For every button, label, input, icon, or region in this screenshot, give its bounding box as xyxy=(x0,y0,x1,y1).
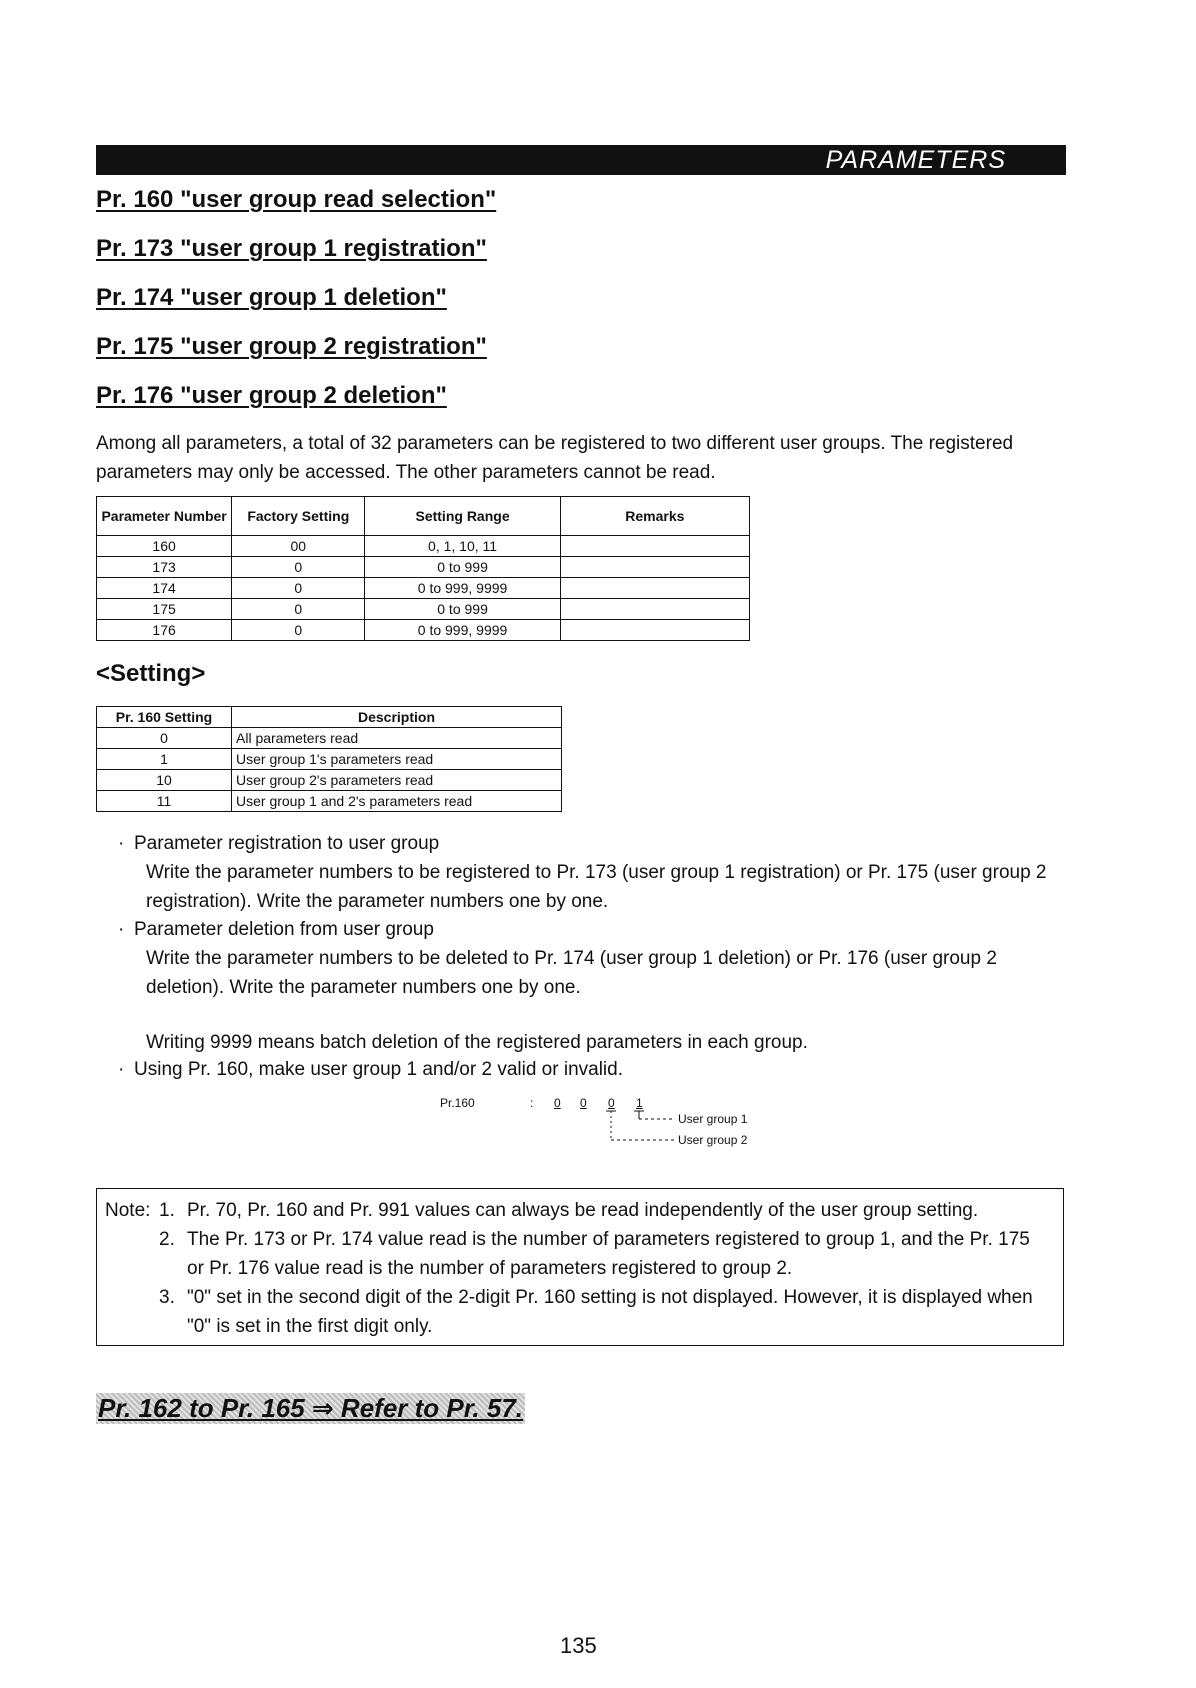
col-header: Parameter Number xyxy=(97,497,232,536)
note-box xyxy=(96,1188,1064,1346)
bullet-dot-icon: · xyxy=(118,1059,125,1080)
diagram-colon: : xyxy=(530,1096,534,1110)
pr160-digit-diagram xyxy=(440,1096,800,1156)
table-cell: 0 to 999, 9999 xyxy=(365,578,560,599)
parameter-table xyxy=(96,496,750,641)
table-cell: 11 xyxy=(97,791,232,812)
table-header-row xyxy=(97,707,562,728)
page-number: 135 xyxy=(560,1633,597,1658)
setting-heading: <Setting> xyxy=(96,660,206,687)
table-cell: 0 to 999 xyxy=(365,599,560,620)
intro-paragraph: Among all parameters, a total of 32 parameters can be registered to two different user groups. The registered parameters may only be accessed. The other parameters cannot be read. xyxy=(96,433,1014,483)
table-cell: User group 2's parameters read xyxy=(232,770,562,791)
col-header: Description xyxy=(232,707,562,728)
bullet-deletion xyxy=(118,916,434,944)
note-text: Pr. 70, Pr. 160 and Pr. 991 values can always be read independently of the user group setting. xyxy=(187,1200,979,1221)
table-cell: 0, 1, 10, 11 xyxy=(365,536,560,557)
col-header: Remarks xyxy=(560,497,749,536)
table-cell: 1 xyxy=(97,749,232,770)
table-header-row xyxy=(97,497,750,536)
bullet-registration xyxy=(118,830,439,858)
table-cell: 0 xyxy=(232,599,365,620)
diagram-digit: 0 xyxy=(580,1096,587,1110)
note-label: Note: xyxy=(105,1200,151,1221)
table-cell: 0 to 999, 9999 xyxy=(365,620,560,641)
table-cell: User group 1's parameters read xyxy=(232,749,562,770)
table-cell xyxy=(560,620,749,641)
bullet-valid-invalid xyxy=(118,1056,623,1084)
diagram-user-group-1: User group 1 xyxy=(678,1112,748,1126)
bullet-dot-icon: · xyxy=(118,833,125,854)
registration-text: Write the parameter numbers to be registered to Pr. 173 (user group 1 registration) or Pr. 175 (user group 2 registration). Write the parameter numbers one by one. xyxy=(146,862,1047,912)
table-row xyxy=(97,728,562,749)
table-cell: 0 xyxy=(232,620,365,641)
table-cell: 175 xyxy=(97,599,232,620)
setting-table xyxy=(96,706,562,812)
batch-deletion-text: Writing 9999 means batch deletion of the registered parameters in each group. xyxy=(146,1032,808,1053)
table-row xyxy=(97,620,750,641)
col-header: Pr. 160 Setting xyxy=(97,707,232,728)
table-row xyxy=(97,536,750,557)
title-pr160: Pr. 160 "user group read selection" xyxy=(96,186,497,213)
note-number: 3. xyxy=(159,1287,175,1308)
section-header-bar xyxy=(96,145,1066,175)
diagram-digit: 0 xyxy=(554,1096,561,1110)
table-cell: All parameters read xyxy=(232,728,562,749)
table-cell: 0 xyxy=(232,557,365,578)
table-row xyxy=(97,770,562,791)
table-cell: 176 xyxy=(97,620,232,641)
note-text: The Pr. 173 or Pr. 174 value read is the number of parameters registered to group 1, and the Pr. 175 or Pr. 176 value read is the number of parameters registered to group 2. xyxy=(187,1229,1030,1279)
diagram-label: Pr.160 xyxy=(440,1096,475,1110)
table-cell: 0 to 999 xyxy=(365,557,560,578)
bullet-label: Parameter registration to user group xyxy=(134,833,440,854)
table-row xyxy=(97,791,562,812)
bullet-dot-icon: · xyxy=(118,919,125,940)
note-text: "0" set in the second digit of the 2-digit Pr. 160 setting is not displayed. However, it is displayed when "0" is set in the first digit only. xyxy=(187,1287,1033,1337)
table-cell xyxy=(560,557,749,578)
table-cell: 00 xyxy=(232,536,365,557)
diagram-digit: 1 xyxy=(636,1096,643,1110)
table-cell xyxy=(560,536,749,557)
note-number: 2. xyxy=(159,1229,175,1250)
title-pr176: Pr. 176 "user group 2 deletion" xyxy=(96,382,447,409)
table-cell: 173 xyxy=(97,557,232,578)
table-cell: 0 xyxy=(232,578,365,599)
diagram-user-group-2: User group 2 xyxy=(678,1133,748,1147)
note-number: 1. xyxy=(159,1200,175,1221)
title-pr175: Pr. 175 "user group 2 registration" xyxy=(96,333,487,360)
section-header-title: PARAMETERS xyxy=(825,146,1006,174)
table-row xyxy=(97,599,750,620)
table-cell: 10 xyxy=(97,770,232,791)
title-pr174: Pr. 174 "user group 1 deletion" xyxy=(96,284,447,311)
refer-link-pr57[interactable]: Pr. 162 to Pr. 165 ⇒ Refer to Pr. 57. xyxy=(98,1393,524,1423)
table-cell xyxy=(560,599,749,620)
table-cell: User group 1 and 2's parameters read xyxy=(232,791,562,812)
table-cell: 160 xyxy=(97,536,232,557)
deletion-text: Write the parameter numbers to be deleted to Pr. 174 (user group 1 deletion) or Pr. 176 (user group 2 deletion). Write the parameter numbers one by one. xyxy=(146,948,997,998)
col-header: Setting Range xyxy=(365,497,560,536)
bullet-label: Using Pr. 160, make user group 1 and/or 2 valid or invalid. xyxy=(134,1059,623,1080)
bullet-label: Parameter deletion from user group xyxy=(134,919,434,940)
table-cell: 174 xyxy=(97,578,232,599)
col-header: Factory Setting xyxy=(232,497,365,536)
title-pr173: Pr. 173 "user group 1 registration" xyxy=(96,235,487,262)
table-row xyxy=(97,578,750,599)
table-cell xyxy=(560,578,749,599)
table-row xyxy=(97,557,750,578)
table-cell: 0 xyxy=(97,728,232,749)
diagram-leader-lines xyxy=(440,1096,800,1156)
diagram-digit: 0 xyxy=(608,1096,615,1110)
table-row xyxy=(97,749,562,770)
